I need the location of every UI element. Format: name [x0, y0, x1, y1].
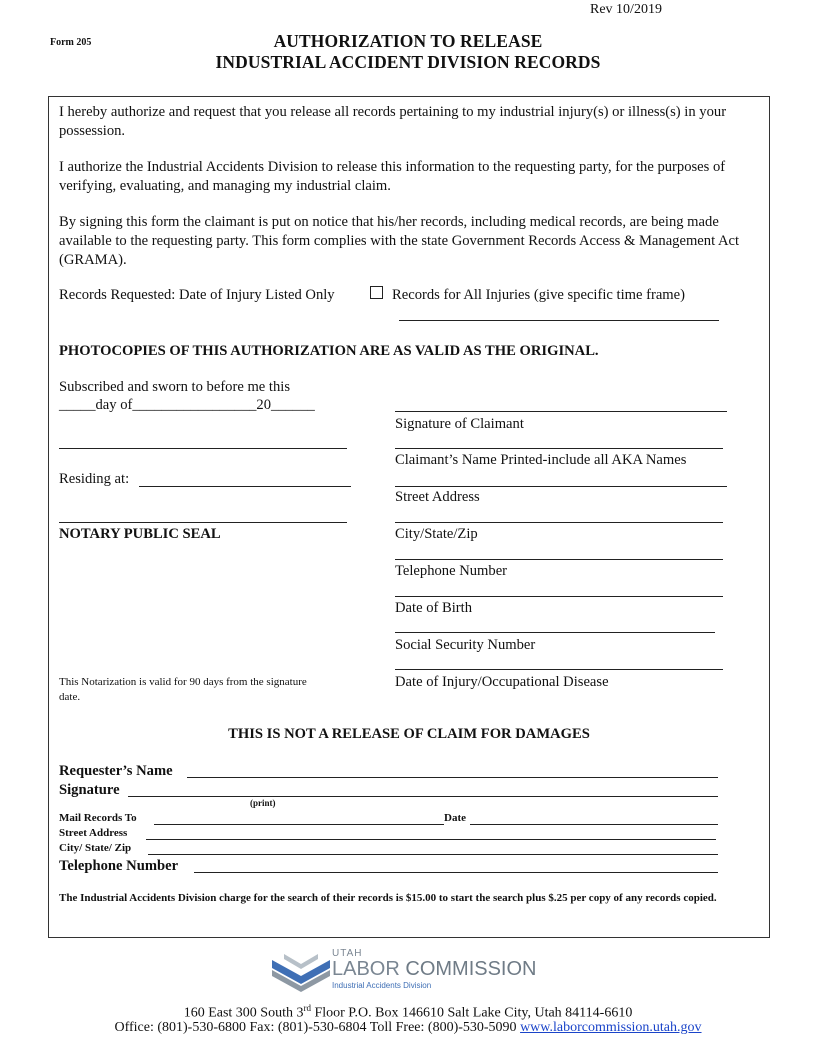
records-requested-label: Records Requested: Date of Injury Listed Only — [59, 287, 335, 303]
mail-records-label: Mail Records To — [59, 812, 137, 824]
claimant-field-label: Signature of Claimant — [395, 416, 524, 432]
request-date-field[interactable] — [470, 824, 718, 825]
print-note: (print) — [250, 798, 276, 808]
residing-label: Residing at: — [59, 471, 130, 487]
logo-state: UTAH — [332, 948, 363, 959]
telephone-field[interactable] — [395, 559, 723, 560]
date-label: Date — [444, 812, 466, 824]
authorization-paragraph: I hereby authorize and request that you release all records pertaining to my industrial injury(s) or illness(s) in your possession. — [59, 104, 727, 139]
contact-numbers: Office: (801)-530-6800 Fax: (801)-530-6804 Toll Free: (800)-530-5090 — [114, 1020, 521, 1035]
requester-street-field[interactable] — [146, 839, 716, 840]
claimant-field-label: Claimant’s Name Printed-include all AKA Names — [395, 452, 687, 468]
claimant-field-label: Date of Injury/Occupational Disease — [395, 674, 609, 690]
grama-paragraph: By signing this form the claimant is put on notice that his/her records, including medical records, are being made available to the requesting party. This form complies with the state Government Records Access & Management Act (GRAMA). — [59, 214, 740, 268]
requester-telephone-label: Telephone Number — [59, 858, 179, 874]
requester-signature-field[interactable] — [128, 796, 718, 797]
footer-contact — [0, 1020, 816, 1036]
subscribed-text: Subscribed and sworn to before me this — [59, 379, 291, 395]
address-main: 160 East 300 South 3 — [183, 1005, 304, 1021]
claimant-signature-field[interactable] — [395, 411, 727, 412]
street-address-field[interactable] — [395, 486, 727, 487]
records-all-label: Records for All Injuries (give specific time frame) — [392, 287, 685, 303]
chevron-logo-icon — [270, 950, 332, 992]
notary-name-field[interactable] — [59, 522, 347, 523]
claimant-field-label: Social Security Number — [395, 637, 536, 653]
logo-name-part1: LABOR — [332, 958, 400, 980]
labor-commission-logo — [270, 948, 540, 994]
notary-signature-field[interactable] — [59, 448, 347, 449]
residing-field[interactable] — [139, 486, 351, 487]
requester-name-label: Requester’s Name — [59, 763, 173, 779]
address-rest: Floor P.O. Box 146610 Salt Lake City, Utah 84114-6610 — [310, 1005, 633, 1021]
page-subtitle: INDUSTRIAL ACCIDENT DIVISION RECORDS — [215, 52, 601, 72]
logo-name — [332, 958, 536, 981]
date-of-injury-field[interactable] — [395, 669, 723, 670]
mail-records-field[interactable] — [154, 824, 444, 825]
requester-street-label: Street Address — [59, 827, 128, 839]
form-number: Form 205 — [50, 37, 92, 48]
ssn-field[interactable] — [395, 632, 715, 633]
photocopies-notice: PHOTOCOPIES OF THIS AUTHORIZATION ARE AS VALID AS THE ORIGINAL. — [59, 343, 599, 359]
claimant-field-label: Telephone Number — [395, 563, 508, 579]
all-injuries-checkbox[interactable] — [370, 286, 383, 299]
website-link[interactable]: www.laborcommission.utah.gov — [520, 1020, 702, 1035]
claimant-field-label: Date of Birth — [395, 600, 473, 616]
address-superscript: rd — [303, 1003, 311, 1013]
requester-city-label: City/ State/ Zip — [59, 842, 132, 854]
notary-seal-label: NOTARY PUBLIC SEAL — [59, 526, 221, 542]
city-state-zip-field[interactable] — [395, 522, 723, 523]
notary-validity-note: This Notarization is valid for 90 days from the signature date. — [59, 676, 307, 703]
release-notice: THIS IS NOT A RELEASE OF CLAIM FOR DAMAGES — [228, 726, 590, 742]
logo-division: Industrial Accidents Division — [332, 981, 432, 990]
logo-name-part2: COMMISSION — [399, 958, 537, 980]
footer-address — [0, 1003, 816, 1022]
requester-city-field[interactable] — [148, 854, 718, 855]
claimant-field-label: City/State/Zip — [395, 526, 478, 542]
fee-notice: The Industrial Accidents Division charge for the search of their records is $15.00 to start the search plus $.25 per copy of any records copied. — [59, 892, 717, 904]
page-title: AUTHORIZATION TO RELEASE — [273, 31, 543, 51]
claimant-field-label: Street Address — [395, 489, 480, 505]
notary-date-line[interactable]: _____day of_________________20______ — [59, 397, 315, 413]
release-paragraph: I authorize the Industrial Accidents Division to release this information to the requesting party, for the purposes of verifying, evaluating, and managing my industrial claim. — [59, 159, 726, 194]
requester-name-field[interactable] — [187, 777, 718, 778]
claimant-name-field[interactable] — [395, 448, 723, 449]
date-of-birth-field[interactable] — [395, 596, 723, 597]
time-frame-field[interactable] — [399, 320, 719, 321]
requester-signature-label: Signature — [59, 782, 120, 798]
requester-telephone-field[interactable] — [194, 872, 718, 873]
revision-date: Rev 10/2019 — [590, 2, 662, 17]
